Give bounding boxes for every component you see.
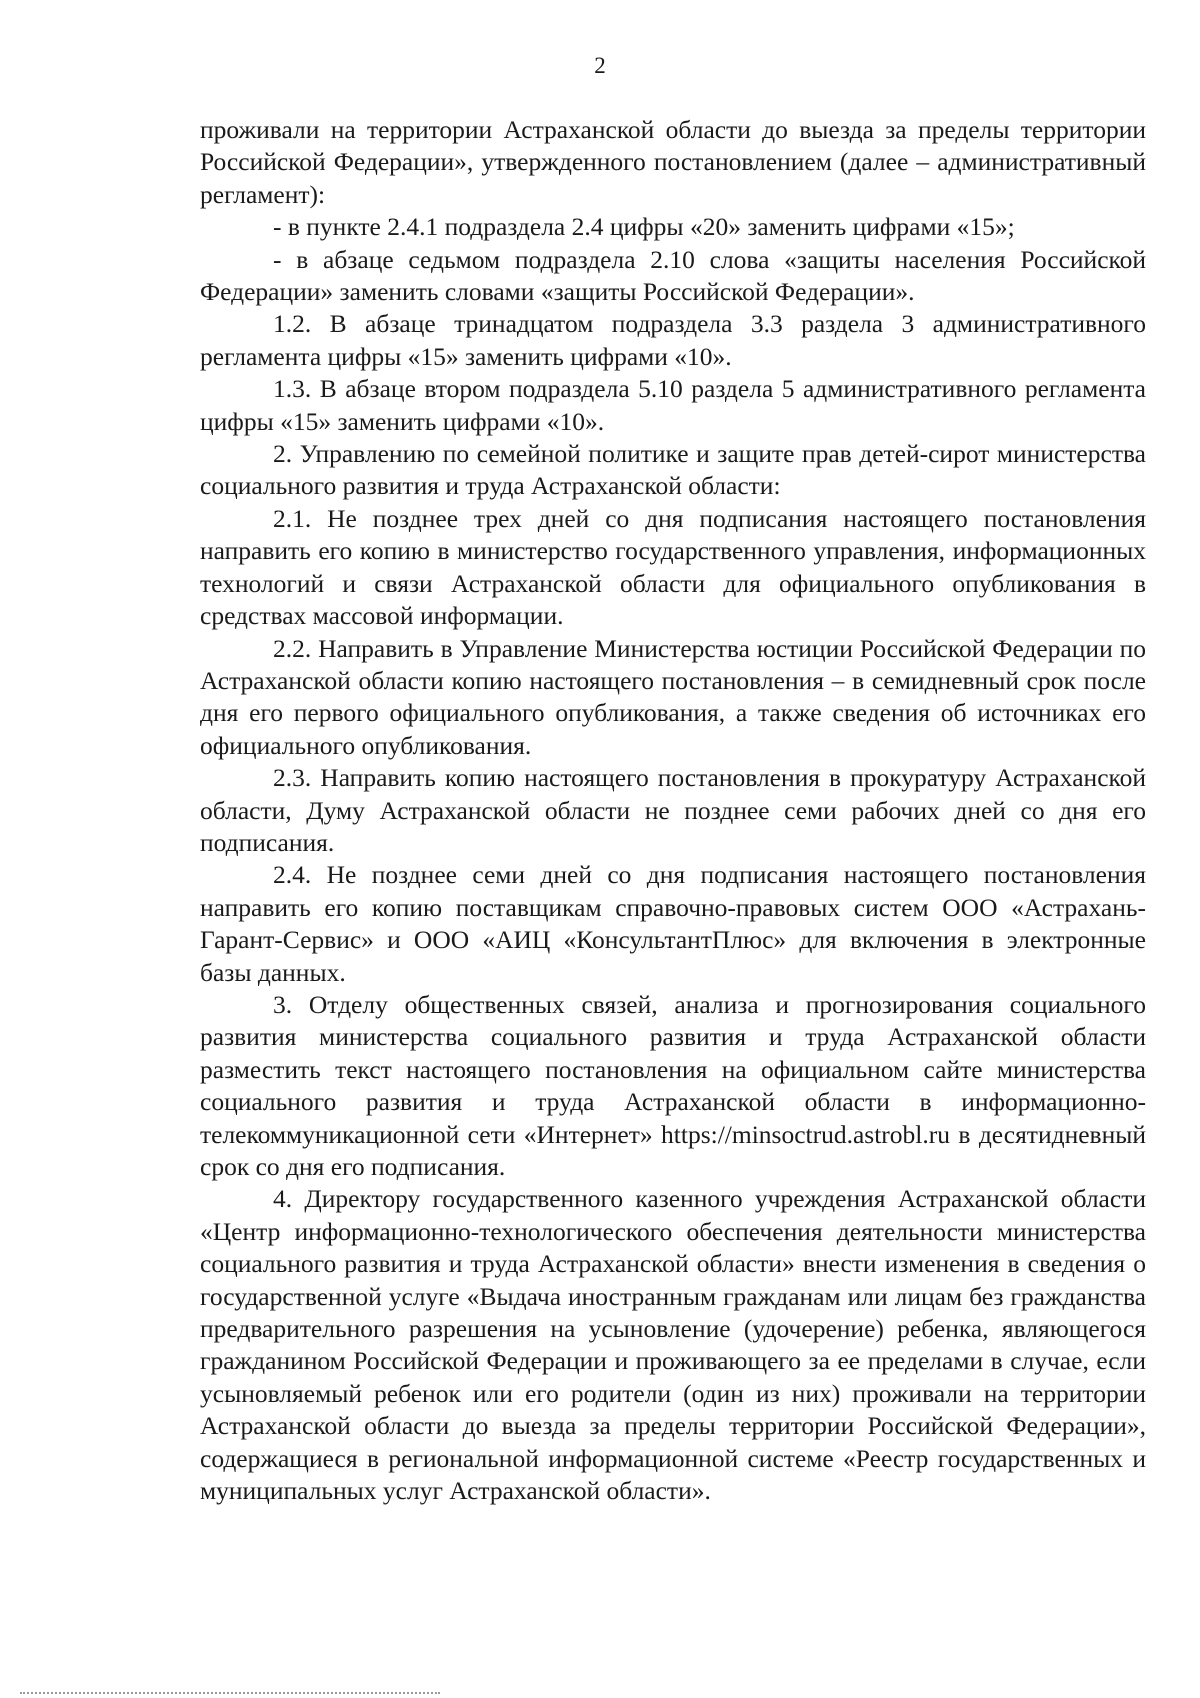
paragraph: 2.4. Не позднее семи дней со дня подписания настоящего постановления направить его копию поставщикам справочно-правовых систем ООО «Астрахань-Гарант-Сервис» и ООО «АИЦ «КонсультантПлюс» для включения в электронные базы данных. (200, 860, 1146, 987)
paragraph: 2.1. Не позднее трех дней со дня подписания настоящего постановления направить его копию в министерство государственного управления, информационных технологий и связи Астраханской области для официального опубликования в средствах массовой информации. (200, 503, 1146, 631)
paragraph: - в пункте 2.4.1 подраздела 2.4 цифры «20» заменить цифрами «15»; (273, 212, 1015, 242)
footer-divider (20, 1692, 440, 1697)
document-body (200, 114, 1146, 1507)
paragraph: - в абзаце седьмом подраздела 2.10 слова «защиты населения Российской Федерации» заменить словами «защиты Российской Федерации». (200, 244, 1146, 307)
paragraph: 1.2. В абзаце тринадцатом подраздела 3.3 раздела 3 административного регламента цифры «15» заменить цифрами «10». (200, 309, 1146, 371)
paragraph: 3. Отделу общественных связей, анализа и прогнозирования социального развития министерства социального развития и труда Астраханской области разместить текст настоящего постановления на официальном сайте министерства социального развития и труда Астраханской области в информационно-телекоммуникационной сети «Интернет» https://minsoctrud.astrobl.ru в десятидневный срок со дня его подписания. (200, 989, 1146, 1181)
paragraph: 2.2. Направить в Управление Министерства юстиции Российской Федерации по Астраханской области копию настоящего постановления – в семидневный срок после дня его первого официального опубликования, а также сведения об источниках его официального опубликования. (200, 633, 1146, 760)
paragraph: 2. Управлению по семейной политике и защите прав детей-сирот министерства социального развития и труда Астраханской области: (200, 439, 1146, 501)
paragraph: 2.3. Направить копию настоящего постановления в прокуратуру Астраханской области, Думу Астраханской области не позднее семи рабочих дней со дня его подписания. (200, 763, 1146, 857)
paragraph: 1.3. В абзаце втором подраздела 5.10 раздела 5 административного регламента цифры «15» заменить цифрами «10». (200, 374, 1146, 436)
paragraph: 4. Директору государственного казенного учреждения Астраханской области «Центр информационно-технологического обеспечения деятельности министерства социального развития и труда Астраханской области» внести изменения в сведения о государственной услуге «Выдача иностранным гражданам или лицам без гражданства предварительного разрешения на усыновление (удочерение) ребенка, являющегося гражданином Российской Федерации и проживающего за ее пределами в случае, если усыновляемый ребенок или его родители (один из них) проживали на территории Астраханской области до выезда за пределы территории Российской Федерации», содержащиеся в региональной информационной системе «Реестр государственных и муниципальных услуг Астраханской области». (200, 1184, 1146, 1506)
page-number: 2 (594, 53, 606, 78)
paragraph: проживали на территории Астраханской области до выезда за пределы территории Российской Федерации», утвержденного постановлением (далее – административный регламент): (200, 115, 1146, 209)
